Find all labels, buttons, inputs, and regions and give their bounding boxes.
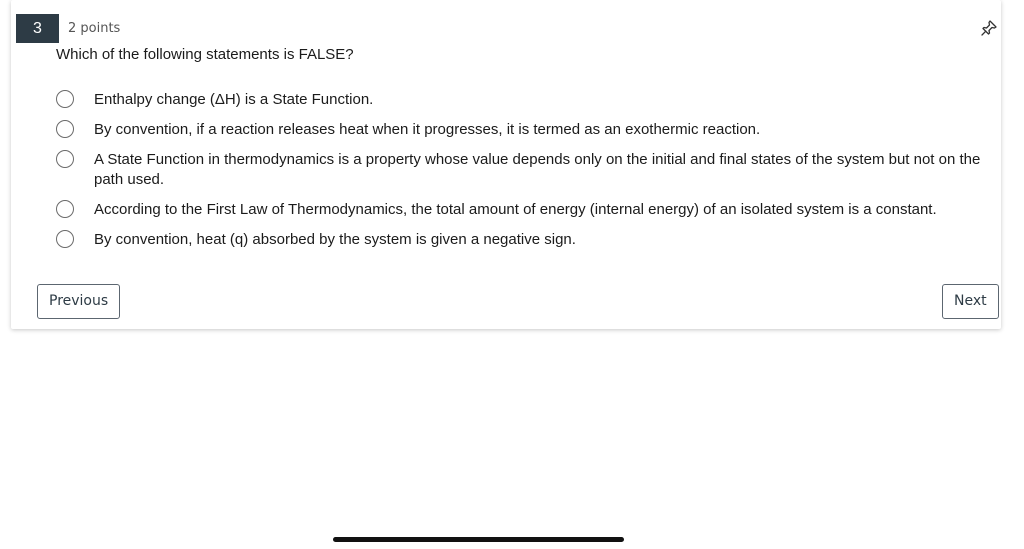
- answer-label: Enthalpy change (ΔH) is a State Function.: [94, 91, 374, 108]
- pin-icon[interactable]: [979, 18, 999, 38]
- radio-button[interactable]: [56, 150, 74, 168]
- answer-label: By convention, heat (q) absorbed by the system is given a negative sign.: [94, 231, 576, 248]
- question-number: 3: [16, 14, 59, 43]
- next-button[interactable]: Next: [942, 284, 999, 319]
- answer-option[interactable]: [56, 200, 986, 220]
- answer-option[interactable]: [56, 90, 986, 110]
- question-card: [11, 0, 1001, 329]
- radio-button[interactable]: [56, 200, 74, 218]
- radio-button[interactable]: [56, 120, 74, 138]
- answer-label: A State Function in thermodynamics is a property whose value depends only on the initial and final states of the system but not on the path used.: [94, 151, 981, 188]
- answer-list: [56, 90, 986, 260]
- radio-button[interactable]: [56, 90, 74, 108]
- question-points: 2 points: [68, 21, 121, 36]
- home-indicator[interactable]: [333, 537, 624, 542]
- question-text: Which of the following statements is FALSE?: [56, 46, 354, 63]
- answer-option[interactable]: [56, 230, 986, 250]
- radio-button[interactable]: [56, 230, 74, 248]
- previous-button[interactable]: Previous: [37, 284, 120, 319]
- answer-option[interactable]: [56, 120, 986, 140]
- answer-label: By convention, if a reaction releases heat when it progresses, it is termed as an exothermic reaction.: [94, 121, 761, 138]
- answer-option[interactable]: [56, 150, 986, 190]
- answer-label: According to the First Law of Thermodynamics, the total amount of energy (internal energy) of an isolated system is a constant.: [94, 201, 937, 218]
